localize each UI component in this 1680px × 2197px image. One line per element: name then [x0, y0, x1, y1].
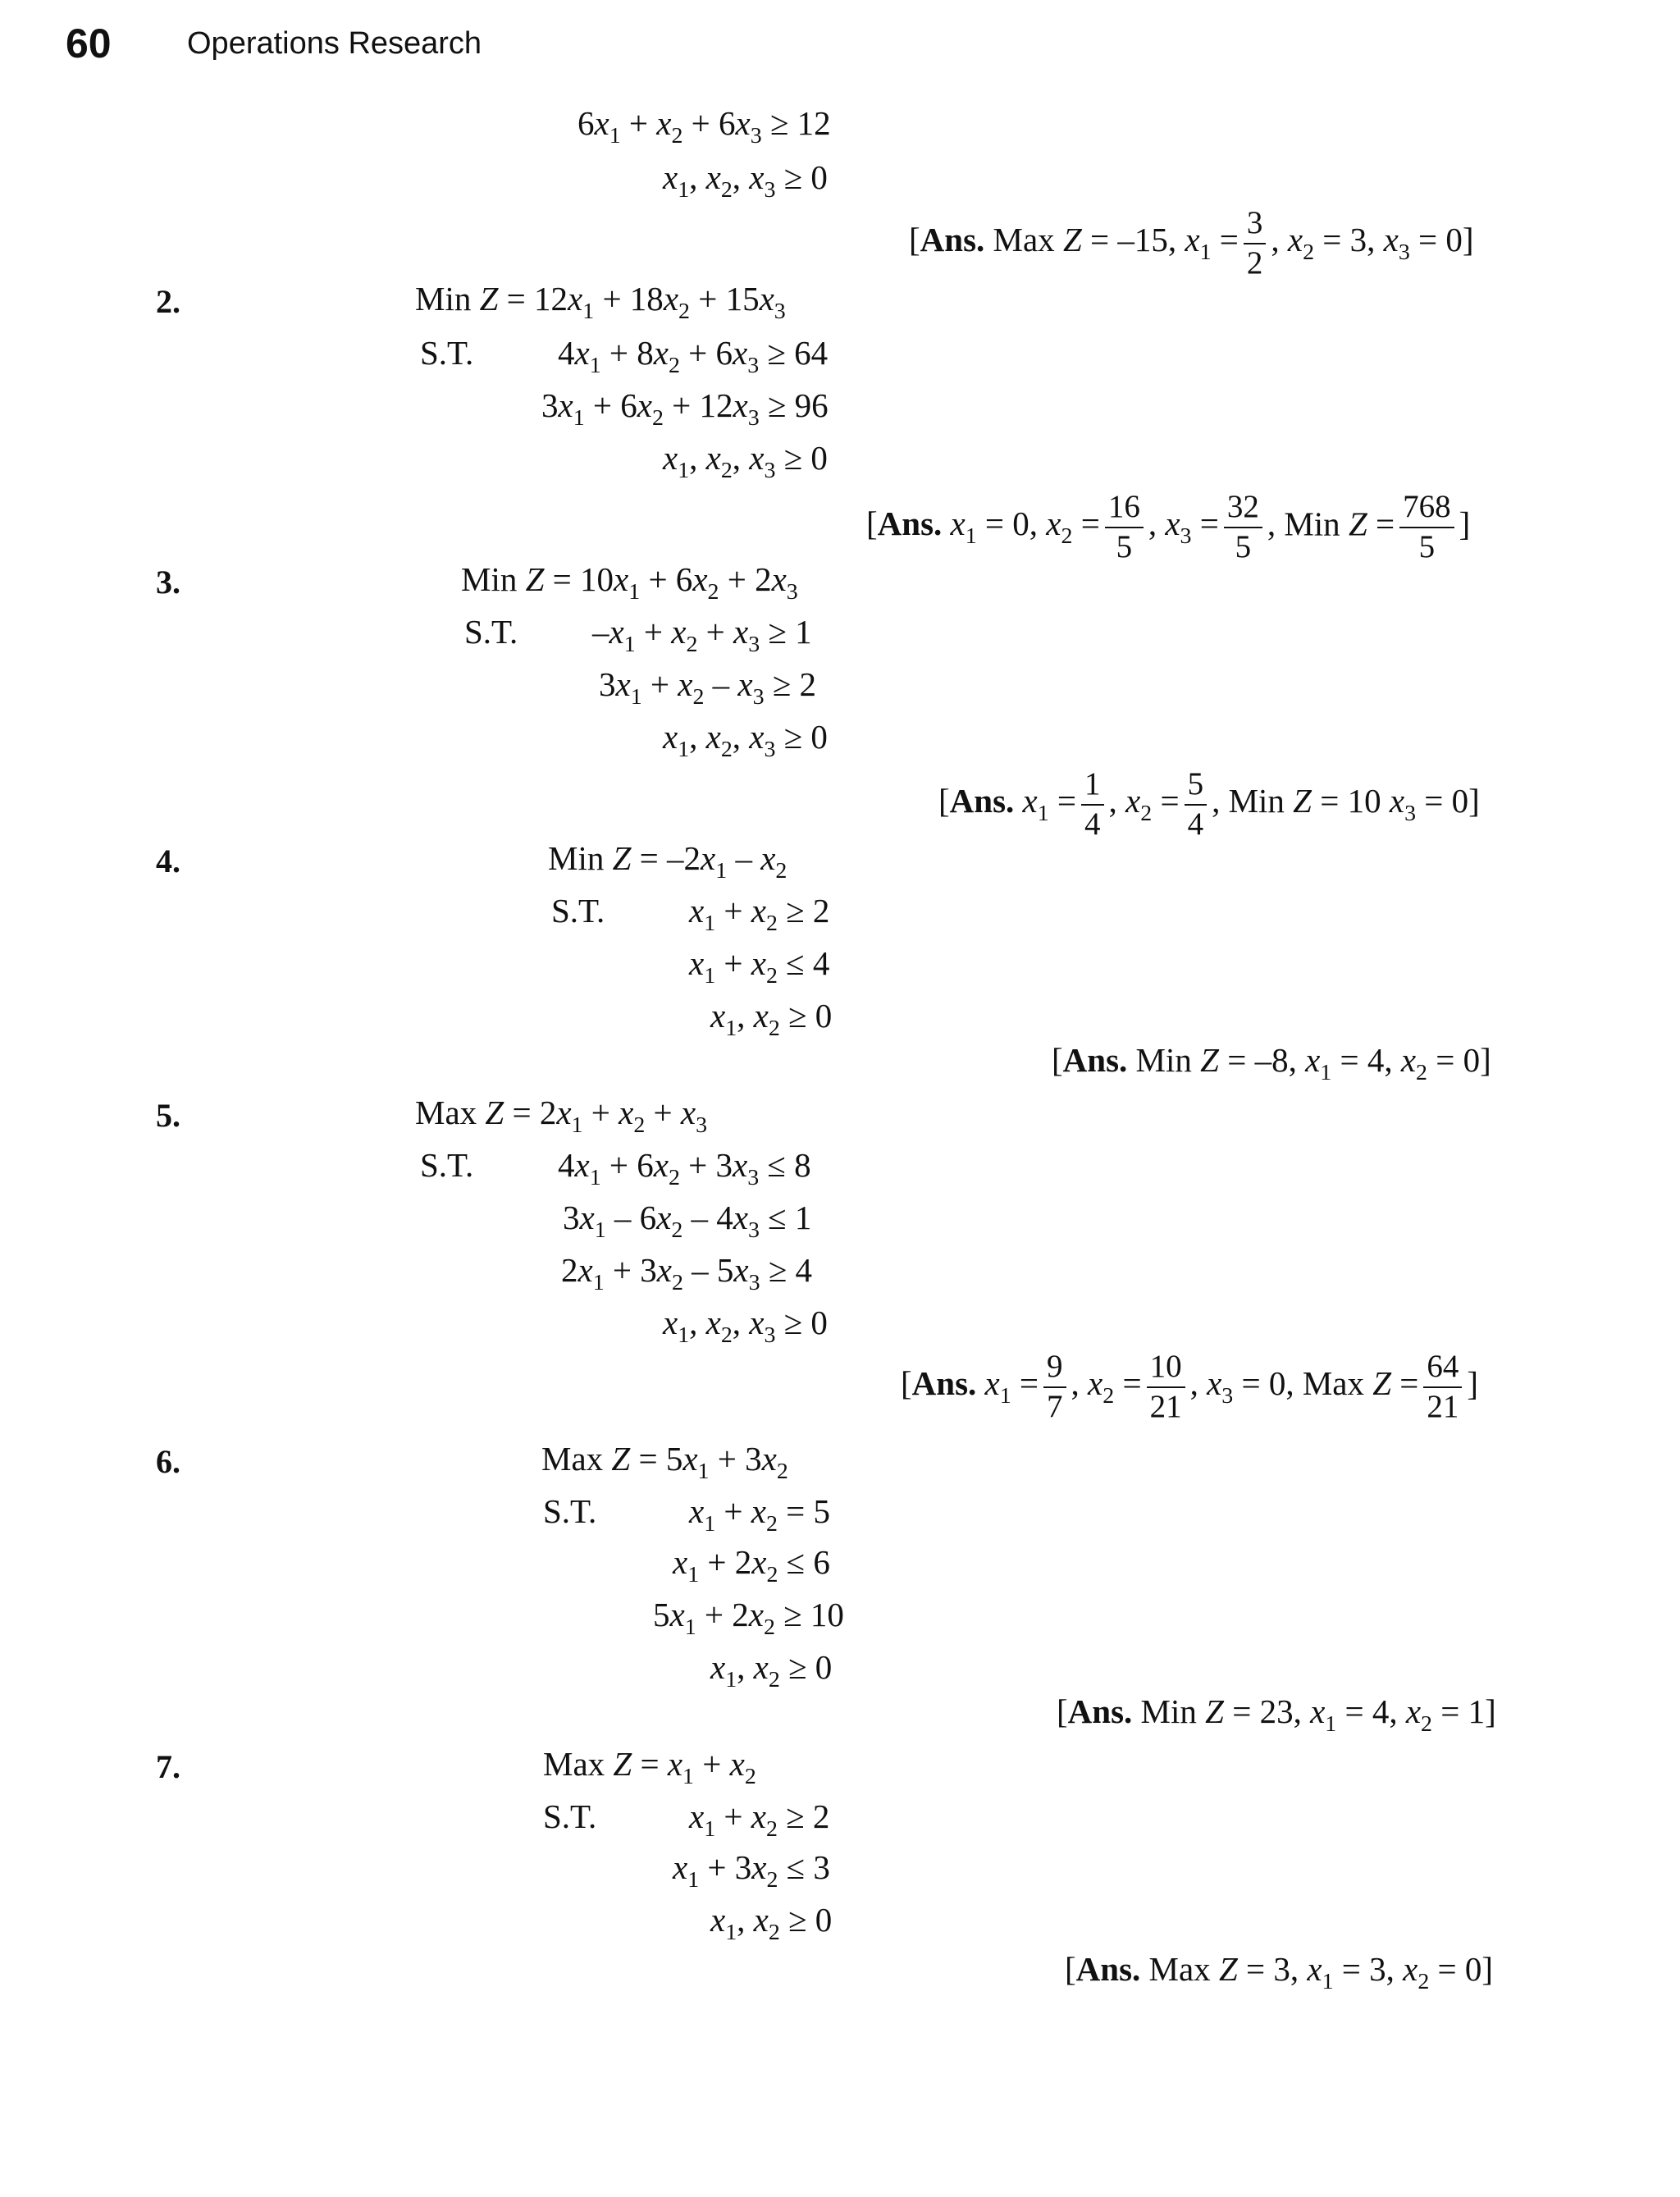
subject-to-label: S.T.: [420, 334, 474, 372]
subject-to-label: S.T.: [420, 1146, 474, 1184]
constraint-line: $3x_1 - 6x_2 - 4x_3 \le 1$: [563, 1199, 812, 1243]
constraint-line: $4x_1 + 6x_2 + 3x_3 \le 8$: [558, 1146, 811, 1190]
answer-6: [Ans. Min Z = 23, $x_1 = 4$, $x_2 = 1$]: [1057, 1692, 1496, 1737]
constraint-line: $5x_1 + 2x_2 \ge 10$: [653, 1596, 844, 1640]
subject-to-label: S.T.: [543, 1492, 597, 1530]
constraint-line: $x_1 + 3x_2 \le 3$: [673, 1848, 830, 1893]
answer-3: [Ans. $x_1$ = $\frac{1}{4}$ , $x_2$ = $\frac{5}{4}$ , Min Z = 10 $x_3 = 0$]: [938, 766, 1480, 842]
constraint-line: $x_1 + 2x_2 \le 6$: [673, 1543, 830, 1587]
nonnegativity-line: $x_1$, $x_2 \ge 0$: [710, 997, 833, 1041]
problem-number: 2.: [156, 283, 180, 320]
answer-7: [Ans. Max Z = 3, $x_1 = 3$, $x_2 = 0$]: [1065, 1950, 1494, 1994]
nonnegativity-line: $x_1$, $x_2$, $x_3 \ge 0$: [663, 718, 828, 762]
objective-function: Min $Z = -2x_1 - x_2$: [548, 839, 788, 884]
objective-function: Max $Z = 2x_1 + x_2 + x_3$: [415, 1094, 708, 1138]
nonnegativity-line: $x_1$, $x_2 \ge 0$: [710, 1901, 833, 1945]
page-number: 60: [66, 21, 112, 66]
objective-function: Min $Z = 10x_1 + 6x_2 + 2x_3$: [461, 560, 798, 605]
problem-number: 6.: [156, 1443, 180, 1480]
constraint-line: $2x_1 + 3x_2 - 5x_3 \ge 4$: [561, 1251, 813, 1295]
subject-to-label: S.T.: [464, 613, 518, 651]
answer-1: [Ans. Max Z = –15, $x_1$ = $\frac{3}{2}$ , $x_2 = 3$, $x_3 = 0$]: [909, 205, 1474, 281]
nonnegativity-line: $x_1$, $x_2$, $x_3 \ge 0$: [663, 158, 828, 203]
objective-function: Min $Z = 12x_1 + 18x_2 + 15x_3$: [415, 280, 786, 324]
answer-2: [Ans. $x_1 = 0$, $x_2$ = $\frac{16}{5}$ , $x_3$ = $\frac{32}{5}$ , Min Z = $\frac{768}{5}$ ]: [866, 489, 1471, 564]
objective-function: Max $Z = x_1 + x_2$: [543, 1745, 756, 1789]
constraint-line: $4x_1 + 8x_2 + 6x_3 \ge 64$: [558, 334, 829, 378]
constraint-line: $x_1 + x_2 \ge 2$: [689, 892, 830, 936]
constraint-line: $x_1 + x_2 = 5$: [689, 1492, 831, 1537]
objective-function: Max $Z = 5x_1 + 3x_2$: [541, 1440, 788, 1484]
constraint-line: $x_1 + x_2 \le 4$: [689, 944, 830, 989]
nonnegativity-line: $x_1$, $x_2 \ge 0$: [710, 1648, 833, 1692]
constraint-line: $6x_1 + x_2 + 6x_3 \ge 12$: [578, 104, 831, 148]
subject-to-label: S.T.: [551, 892, 605, 930]
subject-to-label: S.T.: [543, 1797, 597, 1835]
answer-4: [Ans. Min Z = –8, $x_1 = 4$, $x_2 = 0$]: [1052, 1041, 1491, 1085]
problem-number: 7.: [156, 1748, 180, 1785]
constraint-line: $3x_1 + x_2 - x_3 \ge 2$: [599, 665, 817, 710]
constraint-line: $-x_1 + x_2 + x_3 \ge 1$: [592, 613, 812, 657]
problem-number: 5.: [156, 1097, 180, 1134]
problem-number: 4.: [156, 843, 180, 879]
constraint-line: $3x_1 + 6x_2 + 12x_3 \ge 96$: [541, 386, 829, 431]
running-title: Operations Research: [187, 26, 482, 61]
answer-5: [Ans. $x_1$ = $\frac{9}{7}$ , $x_2$ = $\frac{10}{21}$ , $x_3 = 0$, Max Z = $\frac{64}{21}$ ]: [901, 1349, 1479, 1424]
constraint-line: $x_1 + x_2 \ge 2$: [689, 1797, 830, 1842]
nonnegativity-line: $x_1$, $x_2$, $x_3 \ge 0$: [663, 1304, 828, 1348]
problem-number: 3.: [156, 564, 180, 601]
nonnegativity-line: $x_1$, $x_2$, $x_3 \ge 0$: [663, 439, 828, 483]
